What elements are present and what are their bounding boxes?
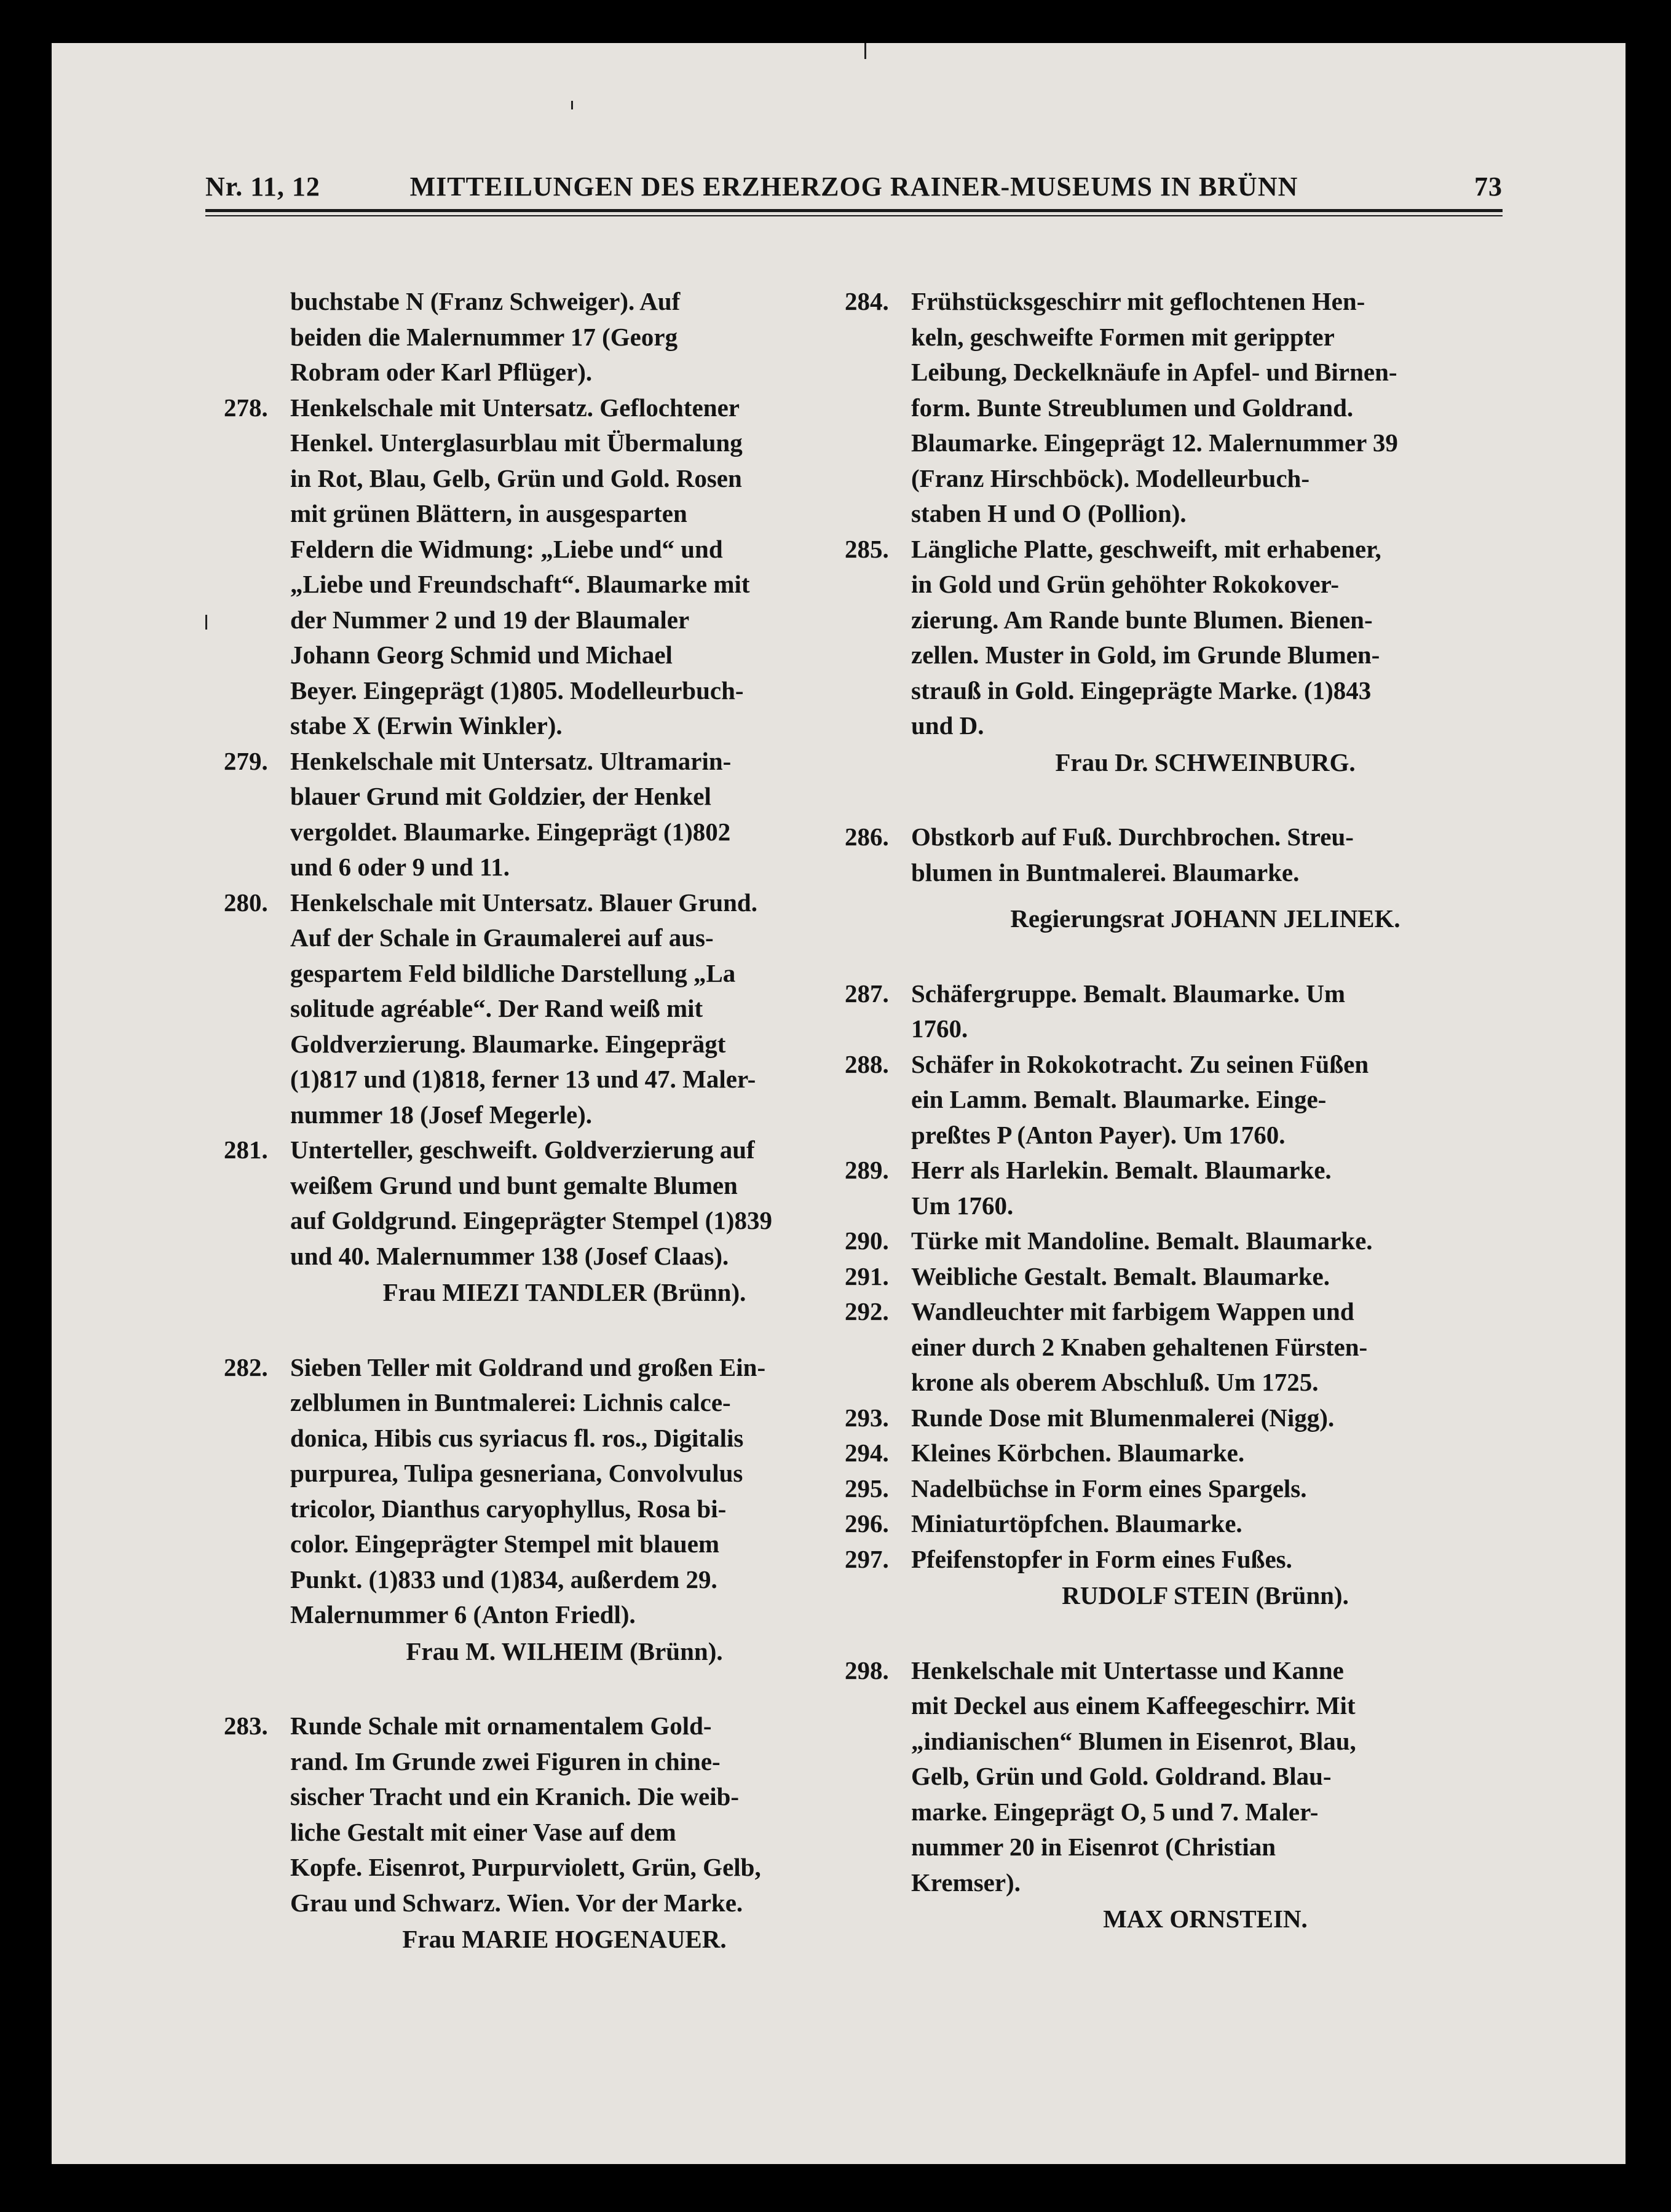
- text-line: beiden die Malernummer 17 (Georg: [290, 322, 678, 351]
- entry-number: 297.: [845, 1544, 889, 1573]
- text-line: blauer Grund mit Goldzier, der Henkel: [290, 782, 711, 810]
- entry-number: 295.: [845, 1474, 889, 1503]
- catalog-entry-279: [224, 744, 839, 885]
- entry-number: 293.: [845, 1403, 889, 1432]
- text-line: der Nummer 2 und 19 der Blaumaler: [290, 605, 690, 634]
- text-line: zellen. Muster in Gold, im Grunde Blumen-: [911, 641, 1380, 669]
- text-line: liche Gestalt mit einer Vase auf dem: [290, 1817, 676, 1846]
- text-line: Wandleuchter mit farbigem Wappen und: [911, 1297, 1354, 1325]
- text-line: „Liebe und Freundschaft“. Blaumarke mit: [290, 570, 750, 598]
- entry-number: 298.: [845, 1656, 889, 1685]
- catalog-entry-291: [845, 1259, 1499, 1295]
- catalog-entry-296: [845, 1506, 1499, 1542]
- text-line: Weibliche Gestalt. Bemalt. Blaumarke.: [911, 1262, 1330, 1290]
- donor-line: RUDOLF STEIN (Brünn).: [1062, 1581, 1349, 1610]
- text-line: mit Deckel aus einem Kaffeegeschirr. Mit: [911, 1691, 1356, 1720]
- catalog-entry-292: [845, 1294, 1499, 1400]
- text-line: Schäfer in Rokokotracht. Zu seinen Füßen: [911, 1049, 1369, 1078]
- text-line: purpurea, Tulipa gesneriana, Convolvulus: [290, 1459, 743, 1487]
- text-line: nummer 18 (Josef Megerle).: [290, 1100, 593, 1129]
- text-line: Kleines Körbchen. Blaumarke.: [911, 1439, 1245, 1467]
- donor-line: Frau MIEZI TANDLER (Brünn).: [382, 1278, 746, 1306]
- text-line: und 6 oder 9 und 11.: [290, 853, 510, 881]
- catalog-entry-285: [845, 532, 1499, 744]
- entry-number: 286.: [845, 823, 889, 851]
- entry-number: 290.: [845, 1226, 889, 1255]
- catalog-entry-293: [845, 1400, 1499, 1436]
- entry-number: 291.: [845, 1262, 889, 1290]
- text-line: Punkt. (1)833 und (1)834, außerdem 29.: [290, 1565, 717, 1594]
- page-number: 73: [1474, 172, 1503, 202]
- catalog-entry-278: [224, 390, 839, 744]
- entry-number: 288.: [845, 1049, 889, 1078]
- entry-number: 292.: [845, 1297, 889, 1325]
- continued-entry: [224, 284, 839, 390]
- text-line: weißem Grund und bunt gemalte Blumen: [290, 1171, 738, 1199]
- text-line: Frühstücksgeschirr mit geflochtenen Hen-: [911, 287, 1365, 315]
- donor-line: MAX ORNSTEIN.: [1103, 1905, 1308, 1933]
- text-line: Johann Georg Schmid und Michael: [290, 641, 673, 669]
- catalog-entry-290: [845, 1223, 1499, 1259]
- text-line: Schäfergruppe. Bemalt. Blaumarke. Um: [911, 979, 1346, 1008]
- text-line: Henkelschale mit Untersatz. Blauer Grund.: [290, 888, 757, 917]
- text-line: solitude agréable“. Der Rand weiß mit: [290, 994, 703, 1022]
- catalog-entry-284: [845, 284, 1499, 532]
- catalog-entry-286: [845, 820, 1499, 890]
- text-line: Leibung, Deckelknäufe in Apfel- und Birnen-: [911, 358, 1397, 386]
- text-line: marke. Eingeprägt O, 5 und 7. Maler-: [911, 1797, 1319, 1826]
- catalog-entry-280: [224, 885, 839, 1133]
- text-line: Pfeifenstopfer in Form eines Fußes.: [911, 1544, 1292, 1573]
- text-line: sischer Tracht und ein Kranich. Die weib-: [290, 1782, 740, 1811]
- text-line: vergoldet. Blaumarke. Eingeprägt (1)802: [290, 817, 731, 846]
- text-line: Robram oder Karl Pflüger).: [290, 358, 593, 386]
- entry-number: 287.: [845, 979, 889, 1008]
- text-line: strauß in Gold. Eingeprägte Marke. (1)843: [911, 676, 1372, 705]
- text-line: gespartem Feld bildliche Darstellung „La: [290, 958, 736, 987]
- donor-line: Frau Dr. SCHWEINBURG.: [1055, 748, 1356, 776]
- text-line: donica, Hibis cus syriacus fl. ros., Digitalis: [290, 1423, 744, 1452]
- text-line: color. Eingeprägter Stempel mit blauem: [290, 1530, 720, 1558]
- text-line: Gelb, Grün und Gold. Goldrand. Blau-: [911, 1762, 1332, 1790]
- text-line: Henkel. Unterglasurblau mit Übermalung: [290, 429, 743, 457]
- catalog-entry-297: [845, 1542, 1499, 1578]
- text-line: form. Bunte Streublumen und Goldrand.: [911, 393, 1354, 422]
- text-line: Runde Dose mit Blumenmalerei (Nigg).: [911, 1403, 1335, 1432]
- catalog-entry-283: [224, 1708, 839, 1921]
- entry-number: 289.: [845, 1156, 889, 1184]
- header-rule-thick: [205, 209, 1503, 212]
- text-line: Feldern die Widmung: „Liebe und“ und: [290, 534, 723, 563]
- text-line: Kremser).: [911, 1868, 1021, 1897]
- text-line: staben H und O (Pollion).: [911, 499, 1187, 527]
- text-line: Runde Schale mit ornamentalem Gold-: [290, 1712, 712, 1740]
- entry-number: 283.: [224, 1712, 268, 1740]
- entry-number: 281.: [224, 1136, 268, 1164]
- scan-speck: [571, 101, 573, 109]
- catalog-entry-298: [845, 1653, 1499, 1901]
- entry-number: 280.: [224, 888, 268, 917]
- entry-number: 282.: [224, 1353, 268, 1381]
- scan-speck: [864, 43, 866, 59]
- text-line: Blaumarke. Eingeprägt 12. Malernummer 39: [911, 429, 1398, 457]
- text-line: preßtes P (Anton Payer). Um 1760.: [911, 1120, 1286, 1149]
- text-line: Obstkorb auf Fuß. Durchbrochen. Streu-: [911, 823, 1354, 851]
- text-line: 1760.: [911, 1014, 968, 1043]
- scanned-page: [52, 43, 1626, 2164]
- text-line: mit grünen Blättern, in ausgesparten: [290, 499, 687, 527]
- header-rule-thin: [205, 215, 1503, 216]
- text-line: zelblumen in Buntmalerei: Lichnis calce-: [290, 1388, 731, 1416]
- catalog-entry-294: [845, 1436, 1499, 1471]
- left-column: [224, 284, 839, 1957]
- text-line: und D.: [911, 711, 984, 740]
- text-line: krone als oberem Abschluß. Um 1725.: [911, 1368, 1319, 1396]
- text-line: „indianischen“ Blumen in Eisenrot, Blau,: [911, 1726, 1356, 1755]
- scan-speck: [205, 615, 207, 630]
- text-line: blumen in Buntmalerei. Blaumarke.: [911, 858, 1300, 887]
- text-line: Unterteller, geschweift. Goldverzierung auf: [290, 1136, 755, 1164]
- donor-line: Regierungsrat JOHANN JELINEK.: [1010, 904, 1400, 933]
- text-line: rand. Im Grunde zwei Figuren in chine-: [290, 1747, 721, 1776]
- entry-number: 279.: [224, 746, 268, 775]
- entry-number: 285.: [845, 534, 889, 563]
- text-line: Türke mit Mandoline. Bemalt. Blaumarke.: [911, 1226, 1373, 1255]
- text-line: Nadelbüchse in Form eines Spargels.: [911, 1474, 1307, 1503]
- text-line: Grau und Schwarz. Wien. Vor der Marke.: [290, 1888, 743, 1917]
- text-line: tricolor, Dianthus caryophyllus, Rosa bi-: [290, 1494, 727, 1523]
- text-line: nummer 20 in Eisenrot (Christian: [911, 1833, 1276, 1861]
- text-line: keln, geschweifte Formen mit gerippter: [911, 322, 1335, 351]
- text-line: (Franz Hirschböck). Modelleurbuch-: [911, 464, 1310, 492]
- text-line: Sieben Teller mit Goldrand und großen Ein-: [290, 1353, 766, 1381]
- text-line: Henkelschale mit Untersatz. Geflochtener: [290, 393, 740, 422]
- catalog-entry-282: [224, 1350, 839, 1633]
- text-line: auf Goldgrund. Eingeprägter Stempel (1)839: [290, 1206, 772, 1234]
- text-line: Um 1760.: [911, 1191, 1014, 1220]
- text-line: stabe X (Erwin Winkler).: [290, 711, 563, 740]
- text-line: buchstabe N (Franz Schweiger). Auf: [290, 287, 681, 315]
- catalog-entry-288: [845, 1047, 1499, 1153]
- text-line: Henkelschale mit Untersatz. Ultramarin-: [290, 746, 732, 775]
- right-column: [845, 284, 1499, 1937]
- text-line: und 40. Malernummer 138 (Josef Claas).: [290, 1241, 729, 1270]
- text-line: Goldverzierung. Blaumarke. Eingeprägt: [290, 1029, 726, 1058]
- entry-number: 284.: [845, 287, 889, 315]
- catalog-entry-287: [845, 976, 1499, 1047]
- issue-number: Nr. 11, 12: [205, 172, 320, 202]
- text-line: in Rot, Blau, Gelb, Grün und Gold. Rosen: [290, 464, 742, 492]
- donor-line: Frau M. WILHEIM (Brünn).: [406, 1637, 723, 1665]
- donor-line: Frau MARIE HOGENAUER.: [402, 1925, 727, 1953]
- text-line: ein Lamm. Bemalt. Blaumarke. Einge-: [911, 1085, 1327, 1113]
- text-line: einer durch 2 Knaben gehaltenen Fürsten-: [911, 1332, 1368, 1361]
- entry-number: 294.: [845, 1439, 889, 1467]
- running-header: [205, 166, 1503, 209]
- catalog-entry-289: [845, 1153, 1499, 1223]
- text-line: Auf der Schale in Graumalerei auf aus-: [290, 923, 714, 952]
- entry-number: 278.: [224, 393, 268, 422]
- text-line: (1)817 und (1)818, ferner 13 und 47. Maler-: [290, 1065, 756, 1093]
- text-line: Längliche Platte, geschweift, mit erhabener,: [911, 534, 1381, 563]
- journal-title: MITTEILUNGEN DES ERZHERZOG RAINER-MUSEUMS IN BRÜNN: [409, 172, 1298, 202]
- entry-number: 296.: [845, 1509, 889, 1538]
- catalog-entry-281: [224, 1132, 839, 1274]
- text-line: Malernummer 6 (Anton Friedl).: [290, 1600, 636, 1629]
- text-line: Beyer. Eingeprägt (1)805. Modelleurbuch-: [290, 676, 744, 705]
- catalog-entry-295: [845, 1471, 1499, 1507]
- text-line: zierung. Am Rande bunte Blumen. Bienen-: [911, 605, 1373, 634]
- text-line: Miniaturtöpfchen. Blaumarke.: [911, 1509, 1242, 1538]
- text-line: Kopfe. Eisenrot, Purpurviolett, Grün, Gelb,: [290, 1853, 761, 1881]
- text-line: Herr als Harlekin. Bemalt. Blaumarke.: [911, 1156, 1332, 1184]
- text-line: in Gold und Grün gehöhter Rokokover-: [911, 570, 1339, 598]
- text-line: Henkelschale mit Untertasse und Kanne: [911, 1656, 1344, 1685]
